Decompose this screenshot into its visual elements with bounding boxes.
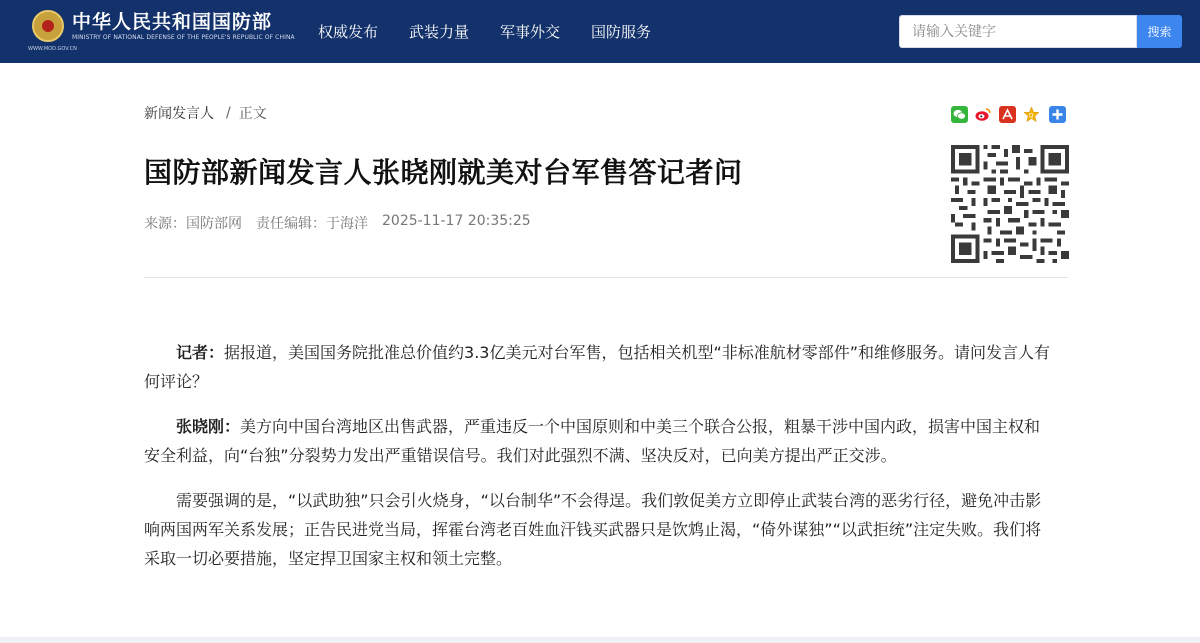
breadcrumb-separator: /: [226, 105, 231, 121]
national-emblem-icon: [32, 10, 64, 42]
qr-code: [951, 145, 1069, 263]
share-toolbar: [951, 106, 1073, 123]
article-source: 来源：国防部网: [144, 216, 242, 232]
article-body: [144, 338, 1056, 589]
site-logo[interactable]: [28, 10, 295, 52]
footer-strip: [0, 637, 1200, 643]
logo-url: WWW.MOD.GOV.CN: [28, 46, 77, 52]
logo-title: 中华人民共和国国防部: [72, 10, 273, 33]
paragraph-text: 据报道，美国国务院批准总价值约3.3亿美元对台军售，包括相关机型“非标准航材零部件”和维修服务。请问发言人有何评论？: [144, 343, 1051, 391]
paragraph-text: 需要强调的是，“以武助独”只会引火烧身，“以台制华”不会得逞。我们敦促美方立即停止武装台湾的恶劣行径，避免冲击影响两国两军关系发展；正告民进党当局，挥霍台湾老百姓血汗钱买武器只是饮鸩止渴，“倚外谋独”“以武拒统”注定失败。我们将采取一切必要措施，坚定捍卫国家主权和领土完整。: [144, 491, 1042, 568]
favorite-icon[interactable]: [1023, 106, 1040, 123]
article-editor: 责任编辑：于海洋: [256, 216, 368, 232]
divider: [144, 277, 1068, 278]
paragraph: [144, 486, 1056, 573]
nav-item-armed-forces[interactable]: 武装力量: [409, 23, 470, 41]
paragraph: [144, 412, 1056, 470]
nav-item-defense-services[interactable]: 国防服务: [591, 23, 652, 41]
paragraph-text: 美方向中国台湾地区出售武器，严重违反一个中国原则和中美三个联合公报，粗暴干涉中国内政，损害中国主权和安全利益，向“台独”分裂势力发出严重错误信号。我们对此强烈不满、坚决反对，已向美方提出严正交涉。: [144, 417, 1041, 465]
paragraph: [144, 338, 1056, 396]
search-input[interactable]: [899, 15, 1137, 48]
pdf-icon[interactable]: [999, 106, 1016, 123]
speaker-label: 张晓刚：: [176, 417, 241, 436]
logo-subtitle: MINISTRY OF NATIONAL DEFENSE OF THE PEOPLE'S REPUBLIC OF CHINA: [72, 33, 295, 41]
speaker-label: 记者：: [176, 343, 225, 362]
svg-text:Q: Q: [1028, 112, 1034, 120]
nav-item-authoritative-release[interactable]: 权威发布: [318, 23, 379, 41]
article-title: 国防部新闻发言人张晓刚就美对台军售答记者问: [144, 156, 743, 189]
top-navigation-bar: [0, 0, 1200, 63]
weibo-icon[interactable]: [975, 106, 992, 123]
article-datetime: 2025-11-17 20:35:25: [382, 213, 531, 229]
wechat-icon[interactable]: [951, 106, 968, 123]
nav-item-military-diplomacy[interactable]: 军事外交: [500, 23, 561, 41]
logo-text: [72, 11, 295, 42]
breadcrumb-section-link[interactable]: 新闻发言人: [144, 106, 214, 122]
main-nav: [318, 0, 682, 63]
breadcrumb: [144, 103, 267, 123]
search-button[interactable]: 搜索: [1137, 15, 1182, 48]
article-meta: [144, 213, 545, 233]
plus-icon[interactable]: [1049, 106, 1066, 123]
breadcrumb-current: 正文: [238, 106, 267, 122]
